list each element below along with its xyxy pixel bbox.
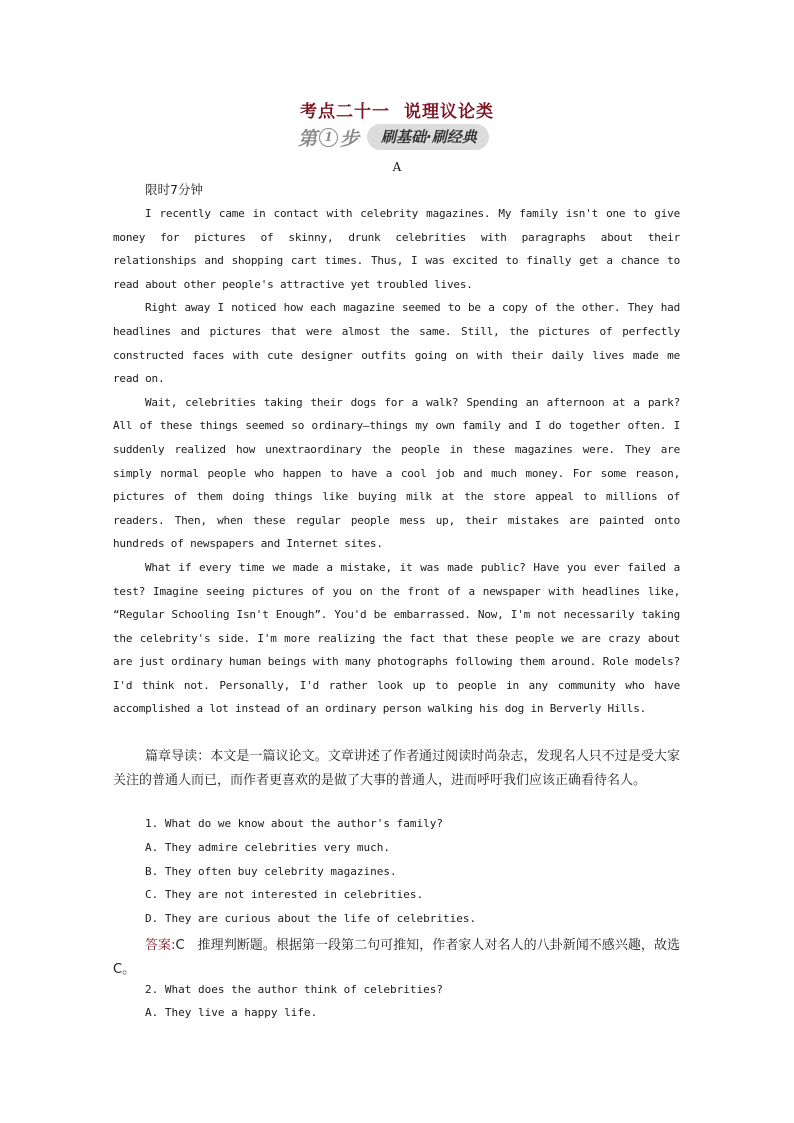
question-2-stem: 2. What does the author think of celebrities? (145, 983, 444, 996)
question-1-stem: 1. What do we know about the author's family? (145, 817, 444, 830)
passage-paragraph: Wait, celebrities taking their dogs for a walk? Spending an afternoon at a park? All of these things seemed so ordinary—things my own family and I do together often. I suddenly realized how unextraordinary the people in these magazines were. They are simply normal people who happen to have a cool job and much money. For some reason, pictures of them doing things like buying milk at the store appeal to millions of readers. Then, when these regular people mess up, their mistakes are painted onto hundreds of newspapers and Internet sites. (113, 395, 680, 551)
question-1-answer (113, 934, 680, 981)
step-banner (298, 124, 489, 150)
passage-guide (113, 745, 680, 792)
passage-paragraph: I recently came in contact with celebrity magazines. My family isn't one to give money for pictures of skinny, drunk celebrities with paragraphs about their relationships and shopping cart times. Thus, I was excited to finally get a chance to read about other people's attractive yet troubled lives. (113, 207, 680, 291)
question-1-option-d: D. They are curious about the life of celebrities. (145, 912, 477, 925)
step-pill: 刷基础·刷经典 (367, 124, 489, 150)
section-label: A (392, 160, 402, 174)
question-1-option-c: C. They are not interested in celebrities. (145, 888, 424, 901)
step-suffix: 步 (340, 127, 360, 150)
title-right: 说理议论类 (404, 102, 494, 122)
guide-text: 篇章导读：本文是一篇议论文。文章讲述了作者通过阅读时尚杂志，发现名人只不过是受大家关注的普通人而已，而作者更喜欢的是做了大事的普通人，进而呼吁我们应该正确看待名人。 (113, 749, 680, 788)
time-limit: 限时7分钟 (145, 182, 203, 197)
question-1-option-b: B. They often buy celebrity magazines. (145, 865, 397, 878)
step-prefix: 第 (298, 127, 318, 150)
passage-paragraph: Right away I noticed how each magazine seemed to be a copy of the other. They had headlines and pictures that were almost the same. Still, the pictures of perfectly constructed faces with cute designer outfits going on with their daily lives made me read on. (113, 301, 680, 386)
question-2-option-a: A. They live a happy life. (145, 1006, 318, 1019)
passage-paragraph: What if every time we made a mistake, it was made public? Have you ever failed a test? Imagine seeing pictures of you on the front of a newspaper with headlines like, “Regular Schooling Isn't Enough”. You'd be embarrassed. Now, I'm not necessarily taking the celebrity's side. I'm more realizing the fact that these people we are crazy about are just ordinary human beings with many photographs following them around. Role models? I'd think not. Personally, I'd rather look up to people in any community who have accomplished a lot instead of an ordinary person walking his dog in Berverly Hills. (113, 560, 680, 716)
answer-text: C 推理判断题。根据第一段第二句可推知，作者家人对名人的八卦新闻不感兴趣，故选C。 (113, 938, 681, 977)
title-left: 考点二十一 (300, 102, 390, 122)
page-title (0, 97, 794, 122)
answer-label: 答案: (145, 938, 176, 953)
step-number-badge: 1 (319, 128, 338, 147)
reading-passage (113, 202, 680, 721)
question-1-option-a: A. They admire celebrities very much. (145, 841, 391, 854)
